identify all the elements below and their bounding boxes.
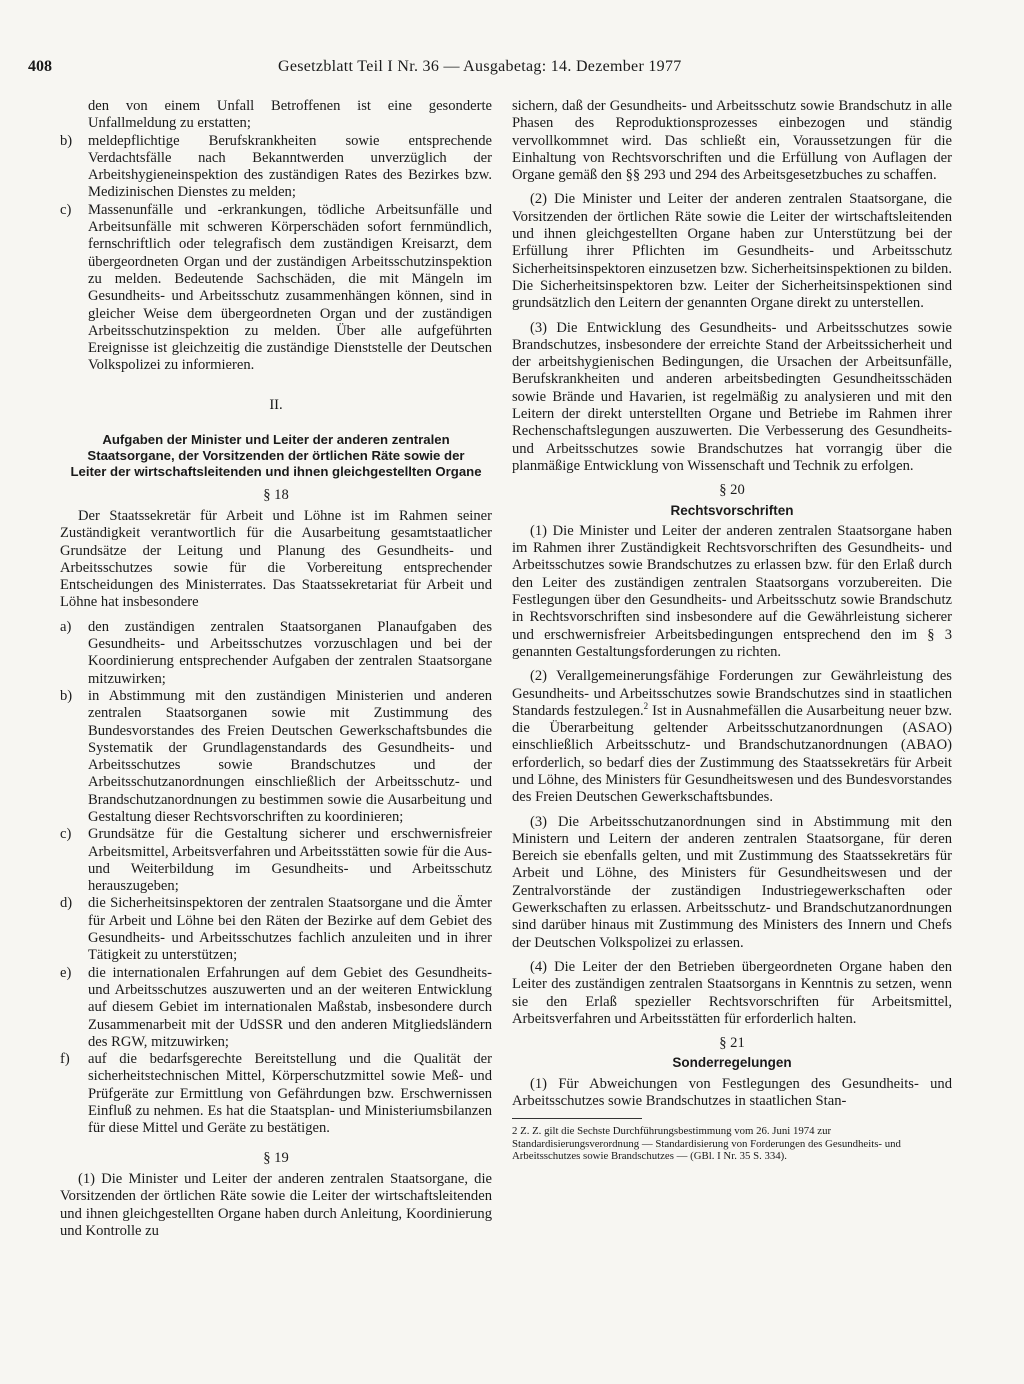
paragraph-20-number: § 20: [719, 482, 745, 499]
list-item-text: die internationalen Erfahrungen auf dem Gebiet des Gesundheits- und Arbeitsschutzes auszuwerten und an der weiteren Entwicklung auf diesem Gebiet im internationalen Maßstab, insbesondere durch Zusammenarbeit mit der UdSSR und den anderen Mitgliedsländern des RGW, mitzuwirken;: [88, 964, 492, 1050]
footnote-reference[interactable]: 2: [643, 700, 649, 711]
right-column: [512, 98, 952, 1163]
list-item: [60, 688, 492, 826]
list-item: [60, 619, 492, 688]
page-header: [28, 58, 728, 82]
list-item-label: c): [60, 826, 72, 843]
list-item-text: Grundsätze für die Gestaltung sicherer und erschwernisfreier Arbeitsmittel, Arbeitsverfahren und Arbeitsstätten sowie für die Aus- und Weiterbildung im Gesundheits- und Arbeitsschutz herauszugeben;: [88, 826, 492, 895]
paragraph-18-number: § 18: [263, 486, 289, 503]
item-a-continuation: den von einem Unfall Betroffenen ist eine gesonderte Unfallmeldung zu erstatten;: [88, 98, 492, 132]
list-item-label: e): [60, 964, 72, 981]
footnote: 2 Z. Z. gilt die Sechste Durchführungsbestimmung vom 26. Juni 1974 zur Standardisierungsverordnung — Standardisierung von Forderungen des Gesundheits- und Arbeitsschutzes sowie Brandschutzes — (GBl. I Nr. 35 S. 334).: [512, 1125, 901, 1163]
paragraph-19-sub3: (3) Die Entwicklung des Gesundheits- und Arbeitsschutzes sowie Brandschutzes, insbesondere der erreichte Stand der Arbeitssicherheit und der arbeitshygienischen Bedingungen, die Ursachen der Arbeitsunfälle, Berufskrankheiten und anderen arbeitsbedingten Gesundheitsschäden sowie Brände und Havarien, ist regelmäßig zu analysieren und mit den Leitern der direkt unterstellten Organe und Betriebe im Rahmen ihrer Rechenschaftslegungen auszuwerten. Die Verbesserung des Gesundheits- und Arbeitsschutzes sowie Brandschutzes hat vorrangig über die planmäßige Entwicklung von Wissenschaft und Technik zu erfolgen.: [512, 319, 952, 474]
list-item: [60, 895, 492, 964]
paragraph-20-sub3: (3) Die Arbeitsschutzanordnungen sind in Abstimmung mit den Ministern und Leitern der anderen zentralen Staatsorgane, für deren Bereich sie ebenfalls gelten, und mit Zustimmung des Staatssekretärs für Arbeit und Löhne, des Ministers für Gesundheitswesen und der Zentralvorstände der zuständigen Industriegewerkschaften oder Gewerkschaften zu erlassen. Arbeitsschutz- und Brandschutzanordnungen sind darüber hinaus mit Zustimmung des Ministers des Innern und Chefs der Deutschen Volkspolizei zu erlassen.: [512, 813, 952, 951]
paragraph-18-list: [60, 619, 492, 1138]
list-item-label: b): [60, 687, 73, 704]
paragraph-20-title: Rechtsvorschriften: [670, 502, 794, 518]
running-head: Gesetzblatt Teil I Nr. 36 — Ausgabetag: 14. Dezember 1977: [278, 58, 682, 75]
list-item-text: die Sicherheitsinspektoren der zentralen Staatsorgane und die Ämter für Arbeit und Löhne bei den Räten der Bezirke auf dem Gebiet des Gesundheits- und Arbeitsschutzes fachlich anzuleiten und in ihrer Tätigkeit zu unterstützen;: [88, 895, 492, 964]
paragraph-20-sub1: (1) Die Minister und Leiter der anderen zentralen Staatsorgane haben im Rahmen ihrer Zuständigkeit Rechtsvorschriften des Gesundheits- und Arbeitsschutzes sowie Brandschutzes zu erlassen bzw. für den Erlaß durch den Leiter des zuständigen zentralen Staatsorgans vorzubereiten. Die Festlegungen über den Gesundheits- und Arbeitsschutz sowie Brandschutz in Rechtsvorschriften sind insbesondere auf die Gewährleistung sicherer und erschwernisfreier Arbeitsbedingungen entsprechend den im § 3 genannten Gestaltungsforderungen zu richten.: [512, 522, 952, 660]
list-item-label: b): [60, 132, 73, 149]
paragraph-21-title: Sonderregelungen: [672, 1055, 792, 1071]
paragraph-21-number: § 21: [719, 1035, 745, 1052]
list-item-label: c): [60, 201, 72, 218]
section-heading: Aufgaben der Minister und Leiter der anderen zentralen Staatsorgane, der Vorsitzenden der örtlichen Räte sowie der Leiter der wirtschaftsleitenden und ihnen gleichgestellten Organe: [70, 432, 482, 480]
paragraph-19-sub2: (2) Die Minister und Leiter der anderen zentralen Staatsorgane, die Vorsitzenden der örtlichen Räte sowie die Leiter der wirtschaftsleitenden und ihnen gleichgestellten Organe haben zur Unterstützung bei der Erfüllung ihrer Pflichten im Gesundheits- und Arbeitsschutz Sicherheitsinspektoren einzusetzen bzw. Sicherheitsinspektionen zu bilden. Die Sicherheitsinspektoren bzw. Leiter der Sicherheitsinspektionen sind grundsätzlich den Leitern der genannten Organe direkt zu unterstellen.: [512, 191, 952, 312]
paragraph-19-sub1-continuation: sichern, daß der Gesundheits- und Arbeitsschutz sowie Brandschutz in alle Phasen des Reproduktionsprozesses einbezogen und ständig vervollkommnet wird. Das schließt ein, Voraussetzungen für die Einhaltung von Rechtsvorschriften und die Erfüllung von Auflagen der Organe gemäß den §§ 293 und 294 des Arbeitsgesetzbuches zu schaffen.: [512, 98, 952, 184]
paragraph-20-sub2: [512, 668, 952, 806]
paragraph-20-sub2-part1: (2) Verallgemeinerungsfähige Forderungen zur Gewährleistung des Gesundheits- und Arbeitsschutzes sowie Brandschutzes sind in staatlichen Standards festzulegen.: [512, 668, 952, 719]
list-item-label: a): [60, 618, 72, 635]
list-item-text: Massenunfälle und -erkrankungen, tödliche Arbeitsunfälle und Arbeitsunfälle mit schweren Körperschäden sofort fernmündlich, fernschriftlich oder telegrafisch dem zuständigen Kreisarzt, dem übergeordneten Organ und der zuständigen Arbeitsschutzinspektion zu melden. Bedeutende Sachschäden, die mit Mängeln im Gesundheits- und Arbeitsschutz zusammenhängen können, sind in gleicher Weise dem übergeordneten Organ und der zuständigen Arbeitsschutzinspektion zu melden. Über alle aufgeführten Ereignisse ist gleichzeitig die zuständige Dienststelle der Deutschen Volkspolizei zu informieren.: [88, 201, 492, 374]
list-item-label: d): [60, 895, 73, 912]
page-number: 408: [28, 58, 52, 75]
list-item: [60, 133, 492, 202]
paragraph-21-sub1: (1) Für Abweichungen von Festlegungen des Gesundheits- und Arbeitsschutzes sowie Brandschutzes in staatlichen Stan-: [512, 1075, 952, 1110]
list-item-text: in Abstimmung mit den zuständigen Ministerien und anderen zentralen Staatsorganen sowie mit Zustimmung des Bundesvorstandes des Freien Deutschen Gewerkschaftsbundes die Systematik der Grundlagenstandards des Gesundheits- und Arbeitsschutzes sowie Brandschutzes und der Arbeitsschutzanordnungen einschließlich der Arbeitsschutz- und Brandschutzanordnungen zu bestimmen sowie die Ausarbeitung und Gestaltung dieser Rechtsvorschriften zu koordinieren;: [88, 687, 492, 825]
paragraph-20-sub2-part2: Ist in Ausnahmefällen die Ausarbeitung neuer bzw. die Überarbeitung geltender Arbeitsschutzanordnungen (ASAO) einschließlich Arbeitsschutz- und Brandschutzanordnungen (ABAO) erforderlich, so bedarf dies der Zustimmung des Staatssekretärs für Arbeit und Löhne, des Ministers für Gesundheitswesen und des Bundesvorstandes des Freien Deutschen Gewerkschaftsbundes.: [512, 702, 952, 806]
notification-list: [60, 133, 492, 375]
section-number: II.: [269, 396, 283, 413]
list-item-label: f): [60, 1051, 70, 1068]
list-item: [60, 1051, 492, 1137]
paragraph-19-number: § 19: [263, 1149, 289, 1166]
footnote-divider: [512, 1118, 642, 1119]
paragraph-19-sub1: (1) Die Minister und Leiter der anderen zentralen Staatsorgane, die Vorsitzenden der örtlichen Räte sowie die Leiter der wirtschaftsleitenden und ihnen gleichgestellten Organe haben durch Anleitung, Koordinierung und Kontrolle zu: [60, 1170, 492, 1239]
list-item: [60, 202, 492, 375]
list-item-text: den zuständigen zentralen Staatsorganen Planaufgaben des Gesundheits- und Arbeitsschutzes vorzuschlagen und bei der Koordinierung entsprechender Aufgaben der zentralen Staatsorgane mitzuwirken;: [88, 618, 492, 687]
list-item-text: meldepflichtige Berufskrankheiten sowie entsprechende Verdachtsfälle nach Bekanntwerden unverzüglich der Arbeitshygieneinspektion des zuständigen Rates des Bezirkes bzw. Medizinischen Dienstes zu melden;: [88, 132, 492, 201]
paragraph-18-intro: Der Staatssekretär für Arbeit und Löhne ist im Rahmen seiner Zuständigkeit verantwortlich für die Ausarbeitung gesamtstaatlicher Grundsätze der Leitung und Planung des Gesundheits- und Arbeitsschutzes sowie für die Vorbereitung entsprechender Entscheidungen des Ministerrates. Das Staatssekretariat für Arbeit und Löhne hat insbesondere: [60, 507, 492, 611]
list-item: [60, 826, 492, 895]
list-item-text: auf die bedarfsgerechte Bereitstellung und die Qualität der sicherheitstechnischen Mittel, Körperschutzmittel sowie Meß- und Prüfgeräte zur Ermittlung von Gefährdungen bzw. Erschwernissen Einfluß zu nehmen. Es hat die Staatsplan- und Ministeriumsbilanzen für diese Mittel und Geräte zu bestätigen.: [88, 1051, 492, 1137]
left-column: [60, 98, 492, 1247]
paragraph-20-sub4: (4) Die Leiter der den Betrieben übergeordneten Organe haben den Leiter des zuständigen zentralen Staatsorgans in Kenntnis zu setzen, wenn sie den Erlaß spezieller Rechtsvorschriften für Arbeitsmittel, Arbeitsverfahren und Arbeitsstätten für erforderlich halten.: [512, 958, 952, 1027]
list-item: [60, 965, 492, 1051]
